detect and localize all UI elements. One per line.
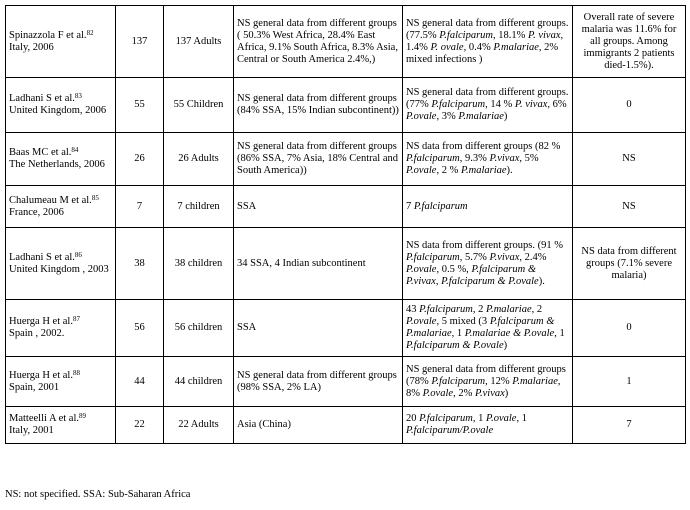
population-cell: 22 Adults xyxy=(164,407,234,444)
species-text: , 6% xyxy=(547,99,567,110)
table-footnote: NS: not specified. SSA: Sub-Saharan Africa xyxy=(5,489,191,500)
reference-number: 83 xyxy=(74,92,82,100)
patient-count-cell: 7 xyxy=(116,186,164,228)
population-cell: 44 children xyxy=(164,357,234,407)
species-name: P.ovale xyxy=(486,413,517,424)
reference-number: 85 xyxy=(91,193,99,202)
species-text: NS general data from different groups (78% xyxy=(406,363,566,387)
species-name: P.ovale xyxy=(406,165,437,176)
population-cell: 56 children xyxy=(164,300,234,357)
species-cell xyxy=(403,357,573,407)
patient-count-cell: 137 xyxy=(116,6,164,78)
species-text: , 2% mixed infections ) xyxy=(406,41,559,65)
species-text: , 2 xyxy=(472,304,487,315)
species-text: , 12% xyxy=(485,375,513,387)
species-cell xyxy=(403,133,573,186)
study-place-year: Spain, 2001 xyxy=(9,381,60,393)
species-text: , 5% xyxy=(519,153,539,164)
patient-count-cell: 22 xyxy=(116,407,164,444)
severe-malaria-cell: NS data from different groups (7.1% severe malaria) xyxy=(573,228,686,300)
species-name: P.falciparum & P.ovale xyxy=(441,275,539,287)
species-name: P.falciparum xyxy=(406,153,460,164)
species-name: P.ovale xyxy=(406,316,437,327)
reference-number: 88 xyxy=(72,368,80,377)
species-text: , 2 xyxy=(531,304,543,315)
species-name: P. vivax xyxy=(514,99,548,110)
species-text: , xyxy=(435,275,442,287)
species-text: , 1.4% xyxy=(406,29,564,53)
species-text: 20 xyxy=(406,413,420,424)
origin-cell: SSA xyxy=(234,186,403,228)
population-cell: 38 children xyxy=(164,228,234,300)
reference-number: 86 xyxy=(74,250,82,259)
population-cell: 137 Adults xyxy=(164,6,234,78)
origin-cell: NS general data from different groups (86% SSA, 7% Asia, 18% Central and South America)) xyxy=(234,133,403,186)
population-cell: 55 Children xyxy=(164,78,234,133)
study-reference-cell xyxy=(6,6,116,78)
origin-cell: NS general data from different groups (84% SSA, 15% Indian subcontinent)) xyxy=(234,78,403,133)
patient-count-cell: 44 xyxy=(116,357,164,407)
table-row xyxy=(6,228,686,300)
severe-malaria-cell: NS xyxy=(573,186,686,228)
study-reference-cell xyxy=(6,228,116,300)
species-text: , 5.7% xyxy=(459,251,490,263)
severe-malaria-cell: 0 xyxy=(573,300,686,357)
reference-number: 89 xyxy=(78,412,86,420)
study-reference-cell xyxy=(6,133,116,186)
population-cell: 26 Adults xyxy=(164,133,234,186)
species-text: , 9.3% xyxy=(459,153,490,164)
species-name: P.falciparum & P.ovale xyxy=(406,340,504,351)
patient-count-cell: 38 xyxy=(116,228,164,300)
species-name: P. vivax xyxy=(528,29,561,41)
origin-cell: NS general data from different groups ( 50.3% West Africa, 28.4% East Africa, 9.1% South Africa, 8.3% Asia, Central or South America 2.4%,) xyxy=(234,6,403,78)
species-name: P.malariae xyxy=(460,165,507,176)
species-text: , 0.5 %, xyxy=(436,263,472,275)
origin-cell: 34 SSA, 4 Indian subcontinent xyxy=(234,228,403,300)
study-place-year: United Kingdom , 2003 xyxy=(9,263,109,275)
species-name: P.malariae xyxy=(493,41,539,53)
study-place-year: France, 2006 xyxy=(9,206,64,218)
study-reference-cell xyxy=(6,407,116,444)
origin-cell: Asia (China) xyxy=(234,407,403,444)
study-author: Matteelli A et al. xyxy=(9,413,79,424)
study-reference-cell xyxy=(6,300,116,357)
reference-number: 87 xyxy=(72,315,80,323)
species-text: , 8% xyxy=(406,375,561,399)
species-name: P.falciparum xyxy=(413,200,468,212)
species-text: NS data from different groups (82 % xyxy=(406,141,561,152)
study-place-year: The Netherlands, 2006 xyxy=(9,159,105,170)
species-name: P.falciparum xyxy=(406,251,460,263)
species-text: , 1 xyxy=(451,328,465,339)
origin-cell: NS general data from different groups (98% SSA, 2% LA) xyxy=(234,357,403,407)
reference-number: 84 xyxy=(71,146,79,154)
study-author: Huerga H et al. xyxy=(9,369,73,381)
study-author: Baas MC et al. xyxy=(9,147,72,158)
species-text: ). xyxy=(538,275,545,287)
species-text: NS general data from different groups. (77.5% xyxy=(406,17,569,41)
origin-cell: SSA xyxy=(234,300,403,357)
species-name: P.falciparum xyxy=(439,29,494,41)
species-cell xyxy=(403,228,573,300)
study-reference-cell xyxy=(6,357,116,407)
species-name: P.vivax xyxy=(489,153,520,164)
patient-count-cell: 26 xyxy=(116,133,164,186)
patient-count-cell: 55 xyxy=(116,78,164,133)
study-author: Ladhani S et al. xyxy=(9,93,75,104)
severe-malaria-cell: Overall rate of severe malaria was 11.6% for all groups. Among immigrants 2 patients died-1.5%). xyxy=(573,6,686,78)
malaria-studies-table xyxy=(5,5,686,444)
species-text: NS general data from different groups. (77% xyxy=(406,87,569,110)
species-cell xyxy=(403,407,573,444)
severe-malaria-cell: 0 xyxy=(573,78,686,133)
species-text: ). xyxy=(506,165,513,176)
species-name: P.vivax xyxy=(474,387,505,399)
table-row xyxy=(6,300,686,357)
severe-malaria-cell: 1 xyxy=(573,357,686,407)
species-text: , 2 % xyxy=(436,165,461,176)
table-row xyxy=(6,186,686,228)
species-text: , 5 mixed (3 xyxy=(436,316,490,327)
population-cell: 7 children xyxy=(164,186,234,228)
species-name: P.falciparum & P.vivax xyxy=(406,263,536,287)
study-reference-cell xyxy=(6,186,116,228)
species-name: P.falciparum xyxy=(431,375,486,387)
study-place-year: Italy, 2001 xyxy=(9,425,54,436)
study-author: Ladhani S et al. xyxy=(9,251,75,263)
study-place-year: United Kingdom, 2006 xyxy=(9,105,107,116)
study-place-year: Spain , 2002. xyxy=(9,328,65,339)
species-name: P.ovale xyxy=(406,111,437,122)
species-name: P.falciparum/P.ovale xyxy=(406,425,494,436)
species-text: 7 xyxy=(406,200,414,212)
species-name: P.vivax xyxy=(489,251,520,263)
species-text: , 2% xyxy=(453,387,475,399)
species-name: P.malariae xyxy=(458,111,504,122)
species-text: NS data from different groups. (91 % xyxy=(406,239,563,251)
species-text: , 2.4% xyxy=(519,251,547,263)
species-text: , 18.1% xyxy=(493,29,529,41)
species-name: P.ovale xyxy=(406,263,437,275)
severe-malaria-cell: NS xyxy=(573,133,686,186)
species-cell xyxy=(403,300,573,357)
table-row xyxy=(6,407,686,444)
reference-number: 82 xyxy=(86,28,94,37)
species-text: ) xyxy=(503,340,508,351)
study-author: Chalumeau M et al. xyxy=(9,194,92,206)
species-text: , 1 xyxy=(554,328,565,339)
species-name: P.falciparum xyxy=(431,99,486,110)
study-reference-cell xyxy=(6,78,116,133)
species-name: P.malariae xyxy=(512,375,558,387)
species-text: ) xyxy=(504,387,509,399)
species-name: P.malariae xyxy=(486,304,532,315)
species-cell xyxy=(403,6,573,78)
species-text: , 3% xyxy=(436,111,459,122)
species-text: 43 xyxy=(406,304,420,315)
study-place-year: Italy, 2006 xyxy=(9,41,54,53)
species-text: , 0.4% xyxy=(463,41,494,53)
study-author: Huerga H et al. xyxy=(9,316,73,327)
species-name: P.falciparum & P.malariae xyxy=(406,316,555,339)
species-name: P. ovale xyxy=(430,41,464,53)
species-text: , 1 xyxy=(516,413,527,424)
severe-malaria-cell: 7 xyxy=(573,407,686,444)
species-text: , 1 xyxy=(472,413,487,424)
species-cell xyxy=(403,78,573,133)
species-text: ) xyxy=(503,111,508,122)
species-name: P.ovale xyxy=(422,387,454,399)
table-row xyxy=(6,357,686,407)
table-row xyxy=(6,78,686,133)
table-row xyxy=(6,6,686,78)
species-name: P.falciparum xyxy=(419,413,473,424)
species-cell xyxy=(403,186,573,228)
species-name: P.falciparum xyxy=(419,304,473,315)
table-row xyxy=(6,133,686,186)
study-author: Spinazzola F et al. xyxy=(9,29,87,41)
species-text: , 14 % xyxy=(485,99,515,110)
patient-count-cell: 56 xyxy=(116,300,164,357)
species-name: P.malariae & P.ovale xyxy=(464,328,555,339)
